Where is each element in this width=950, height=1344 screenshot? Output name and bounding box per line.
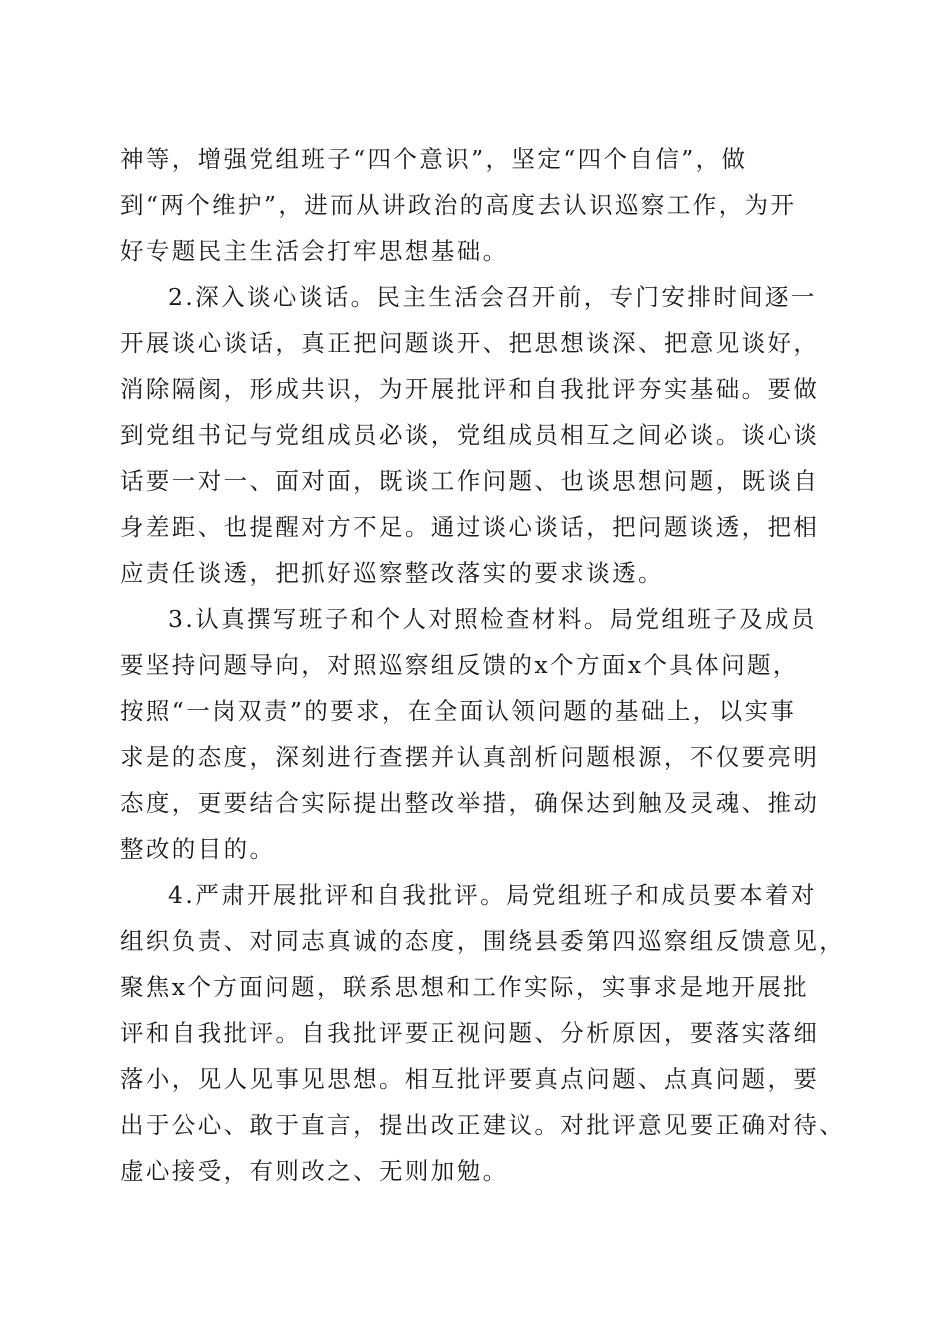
text-line: 虚心接受，有则改之、无则加勉。	[120, 1157, 509, 1185]
text-line: 组织负责、对同志真诚的态度，围绕县委第四巡察组反馈意见，	[120, 927, 846, 955]
text-line: 整改的目的。	[120, 835, 276, 863]
section-2-heading-line: 2.深入谈心谈话。民主生活会召开前，专门安排时间逐一	[168, 283, 817, 311]
text-line: 到“两个维护”，进而从讲政治的高度去认识巡察工作，为开	[120, 191, 797, 219]
text-line: 开展谈心谈话，真正把问题谈开、把思想谈深、把意见谈好，	[120, 329, 820, 357]
text-line: 评和自我批评。自我批评要正视问题、分析原因，要落实落细	[120, 1019, 820, 1047]
text-line: 消除隔阂，形成共识，为开展批评和自我批评夯实基础。要做	[120, 375, 820, 403]
text-line: 求是的态度，深刻进行查摆并认真剖析问题根源，不仅要亮明	[120, 743, 820, 771]
text-line: 好专题民主生活会打牢思想基础。	[120, 237, 509, 265]
text-line: 聚焦x个方面问题，联系思想和工作实际，实事求是地开展批	[120, 973, 810, 1001]
section-4-heading-line: 4.严肃开展批评和自我批评。局党组班子和成员要本着对	[168, 881, 817, 909]
text-line: 出于公心、敢于直言，提出改正建议。对批评意见要正确对待、	[120, 1111, 846, 1139]
text-line: 按照“一岗双责”的要求，在全面认领问题的基础上，以实事	[120, 697, 797, 725]
text-line: 落小，见人见事见思想。相互批评要真点问题、点真问题，要	[120, 1065, 820, 1093]
text-line: 应责任谈透，把抓好巡察整改落实的要求谈透。	[120, 559, 664, 587]
text-line: 身差距、也提醒对方不足。通过谈心谈话，把问题谈透，把相	[120, 513, 820, 541]
text-line: 话要一对一、面对面，既谈工作问题、也谈思想问题，既谈自	[120, 467, 820, 495]
text-line: 神等，增强党组班子“四个意识”，坚定“四个自信”，做	[120, 145, 748, 173]
document-body	[120, 136, 846, 1194]
section-3-heading-line: 3.认真撰写班子和个人对照检查材料。局党组班子及成员	[168, 605, 817, 633]
text-line: 到党组书记与党组成员必谈，党组成员相互之间必谈。谈心谈	[120, 421, 820, 449]
text-line: 态度，更要结合实际提出整改举措，确保达到触及灵魂、推动	[120, 789, 820, 817]
text-line: 要坚持问题导向，对照巡察组反馈的x个方面x个具体问题，	[120, 651, 799, 679]
